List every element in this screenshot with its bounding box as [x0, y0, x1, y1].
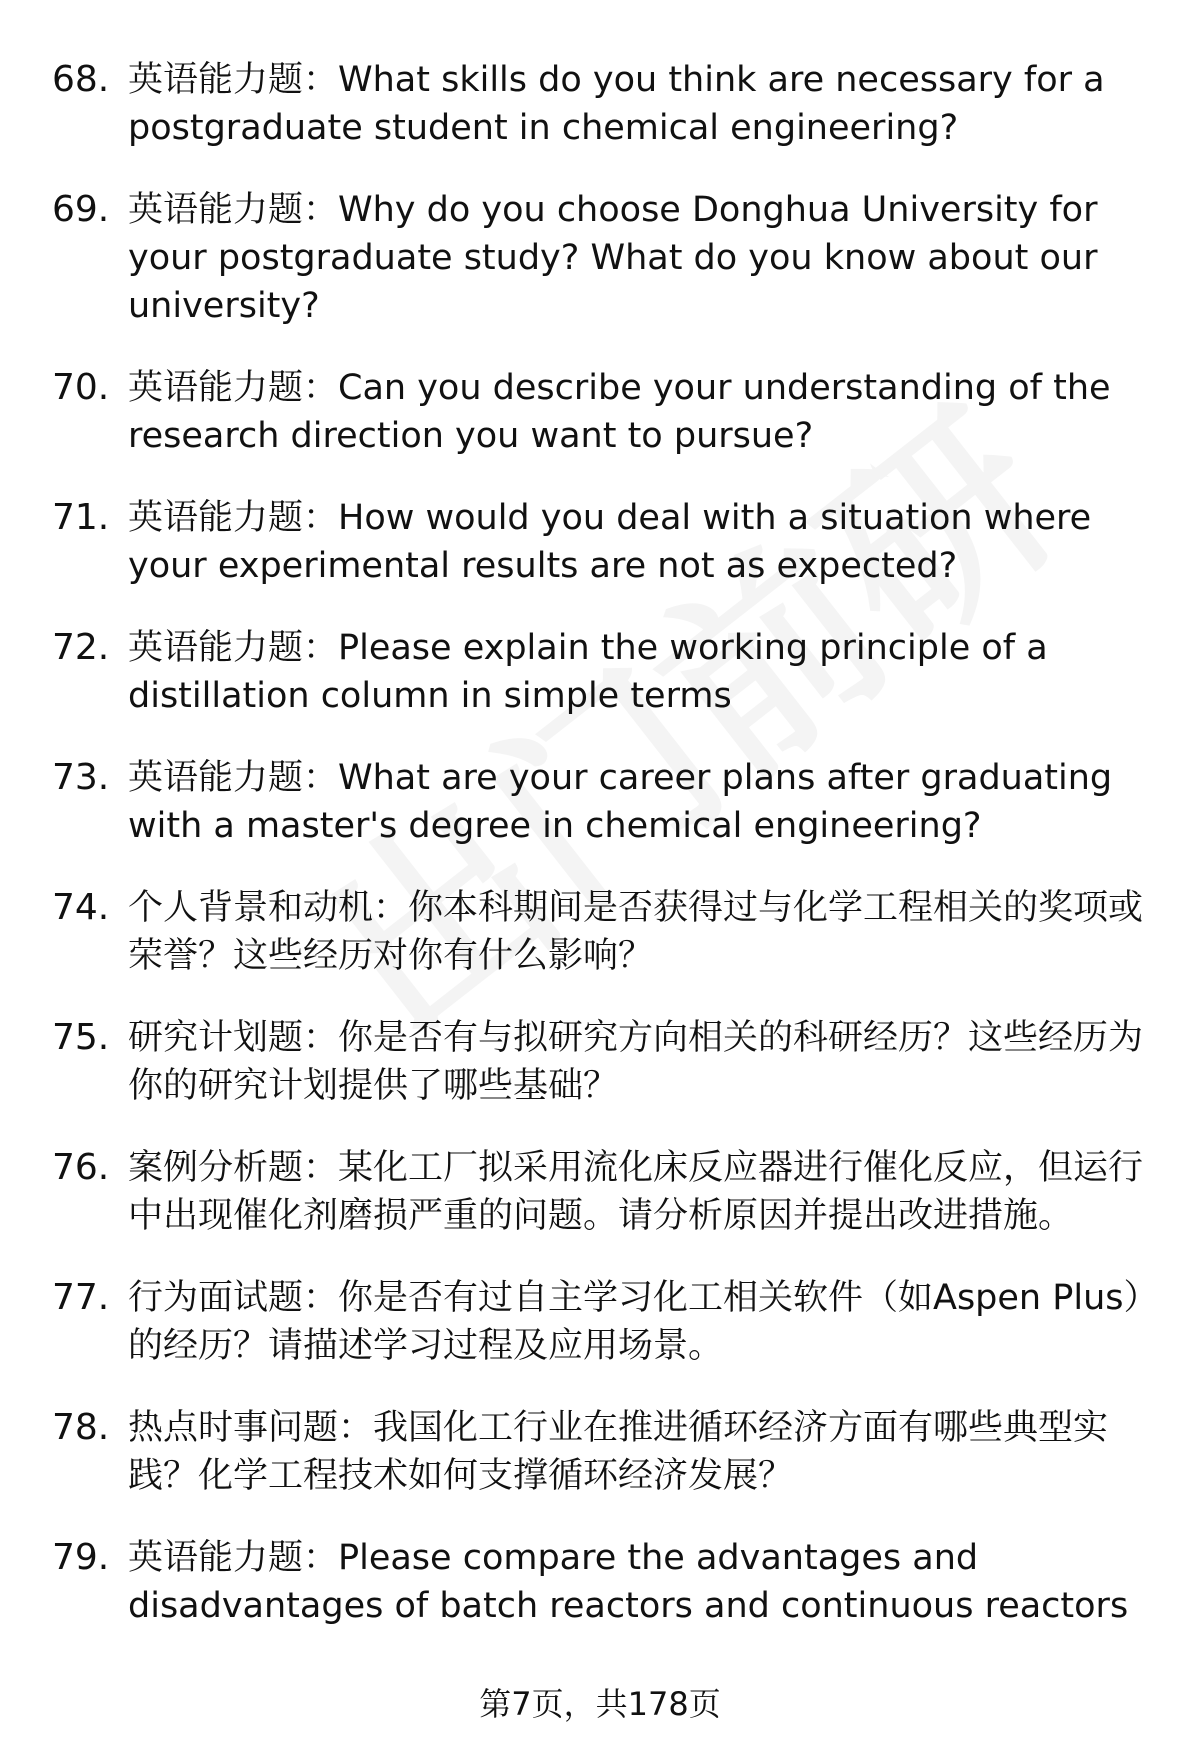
question-number: 68. [52, 59, 110, 100]
question-text: 热点时事问题：我国化工行业在推进循环经济方面有哪些典型实践？化学工程技术如何支撑循环经济发展？ [128, 1408, 1109, 1496]
question-text: 英语能力题：What are your career plans after graduating with a master's degree in chemical engineering? [128, 758, 1113, 846]
question-text: 案例分析题：某化工厂拟采用流化床反应器进行催化反应，但运行中出现催化剂磨损严重的问题。请分析原因并提出改进措施。 [128, 1148, 1144, 1236]
list-item [52, 186, 1152, 330]
question-text: 个人背景和动机：你本科期间是否获得过与化学工程相关的奖项或荣誉？这些经历对你有什么影响？ [128, 888, 1144, 976]
list-item [52, 884, 1152, 980]
page-footer: 第7页，共178页 [479, 1685, 721, 1723]
list-item [52, 754, 1152, 850]
question-text: 英语能力题：What skills do you think are necessary for a postgraduate student in chemical engineering? [128, 60, 1105, 148]
question-number: 77. [52, 1277, 110, 1318]
list-item [52, 1274, 1152, 1370]
question-number: 74. [52, 887, 110, 928]
question-number: 79. [52, 1537, 110, 1578]
list-item [52, 1534, 1152, 1630]
list-item [52, 494, 1152, 590]
list-item [52, 364, 1152, 460]
list-item [52, 624, 1152, 720]
question-text: 英语能力题：Can you describe your understanding of the research direction you want to pursue? [128, 368, 1111, 456]
question-text: 英语能力题：Please compare the advantages and disadvantages of batch reactors and continuous reactors [128, 1538, 1129, 1626]
list-item [52, 1144, 1152, 1240]
question-list [52, 56, 1152, 1664]
list-item [52, 1014, 1152, 1110]
question-number: 70. [52, 367, 110, 408]
list-item [52, 1404, 1152, 1500]
question-text: 行为面试题：你是否有过自主学习化工相关软件（如Aspen Plus）的经历？请描述学习过程及应用场景。 [128, 1278, 1141, 1366]
question-number: 78. [52, 1407, 110, 1448]
question-number: 76. [52, 1147, 110, 1188]
question-number: 75. [52, 1017, 110, 1058]
question-number: 69. [52, 189, 110, 230]
question-text: 英语能力题：Why do you choose Donghua University for your postgraduate study? What do you know about our university? [128, 190, 1098, 326]
list-item [52, 56, 1152, 152]
question-text: 研究计划题：你是否有与拟研究方向相关的科研经历？这些经历为你的研究计划提供了哪些基础？ [128, 1018, 1144, 1106]
question-number: 72. [52, 627, 110, 668]
question-text: 英语能力题：Please explain the working principle of a distillation column in simple terms [128, 628, 1048, 716]
question-number: 71. [52, 497, 110, 538]
question-text: 英语能力题：How would you deal with a situation where your experimental results are not as expected? [128, 498, 1092, 586]
question-number: 73. [52, 757, 110, 798]
